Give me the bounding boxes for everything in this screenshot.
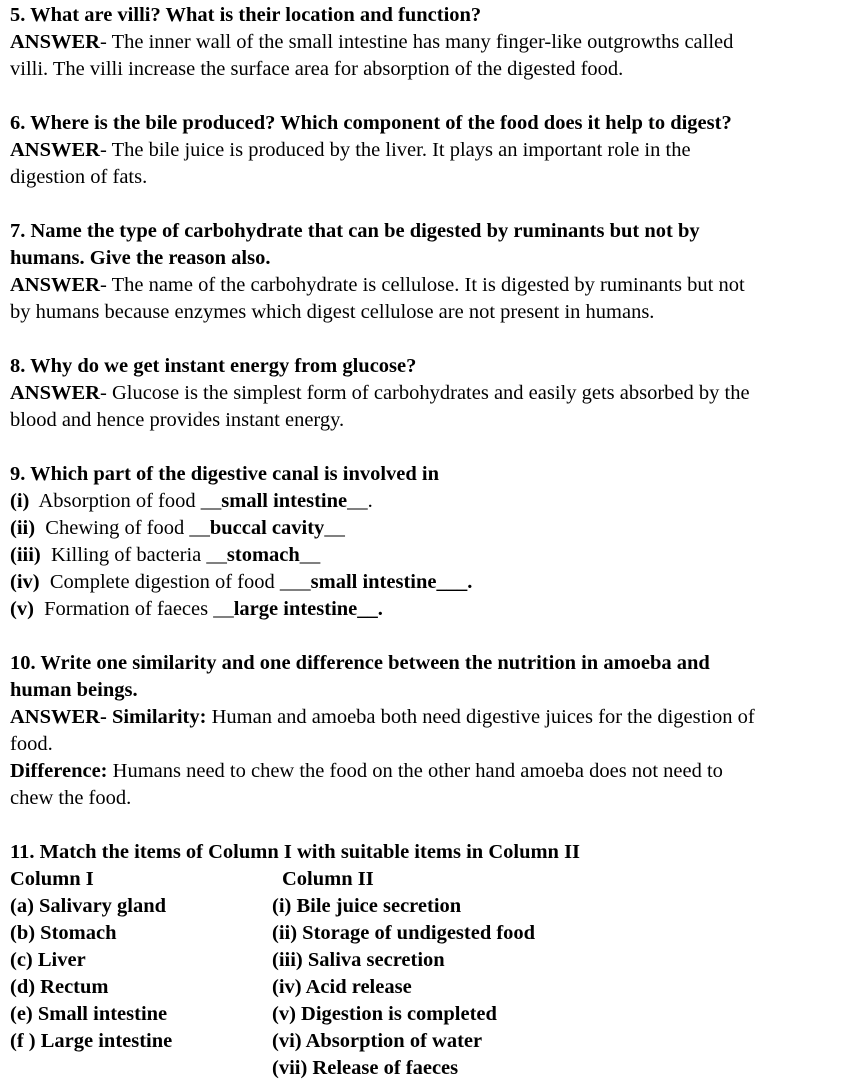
item-tail: ___. <box>436 571 473 593</box>
answer-line <box>10 380 855 407</box>
column-1-item: (f ) Large intestine <box>10 1030 173 1052</box>
answer-text: villi. The villi increase the surface area for absorption of the digested food. <box>10 58 624 80</box>
question-7 <box>10 218 855 326</box>
column-1-header: Column I <box>10 868 94 890</box>
item-answer: buccal cavity <box>209 517 325 539</box>
answer-line <box>10 29 855 56</box>
column-1-item: (c) Liver <box>10 949 86 971</box>
answer-line <box>10 704 855 731</box>
column-2-item: (iii) Saliva secretion <box>272 949 445 971</box>
answer-text: - The inner wall of the small intestine has many finger-like outgrowths called <box>100 31 734 53</box>
match-row <box>10 1001 855 1028</box>
column-1-item: (d) Rectum <box>10 976 109 998</box>
column-2-item: (iv) Acid release <box>272 976 412 998</box>
column-2-item: (ii) Storage of undigested food <box>272 922 536 944</box>
fill-blank-item <box>10 515 855 542</box>
match-row <box>10 1055 855 1082</box>
column-1-item: (e) Small intestine <box>10 1003 168 1025</box>
item-tail: __. <box>357 598 383 620</box>
item-tail: __ <box>324 517 345 539</box>
question-10 <box>10 650 855 812</box>
item-text: Chewing of food __ <box>35 517 210 539</box>
item-answer: small intestine <box>310 571 437 593</box>
similarity-text: food. <box>10 733 53 755</box>
match-row <box>10 1028 855 1055</box>
item-text: Formation of faeces __ <box>33 598 234 620</box>
column-1-item <box>10 1055 272 1082</box>
column-2-item: (vii) Release of faeces <box>272 1057 459 1079</box>
item-answer: small intestine <box>221 490 348 512</box>
answer-label: ANSWER <box>10 139 100 161</box>
answer-text: - The bile juice is produced by the liver. It plays an important role in the <box>100 139 691 161</box>
item-number: (v) <box>10 598 34 620</box>
item-tail: __ <box>299 544 321 566</box>
question-text: human beings. <box>10 679 138 701</box>
answer-text: - Glucose is the simplest form of carbohydrates and easily gets absorbed by the <box>100 382 750 404</box>
column-2-item: (vi) Absorption of water <box>272 1030 483 1052</box>
answer-line <box>10 137 855 164</box>
item-number: (ii) <box>10 517 36 539</box>
question-text: 10. Write one similarity and one difference between the nutrition in amoeba and <box>10 652 710 674</box>
match-row <box>10 974 855 1001</box>
difference-label: Difference: <box>10 760 108 782</box>
item-text: Killing of bacteria __ <box>40 544 227 566</box>
difference-line <box>10 758 855 785</box>
answer-label: ANSWER <box>10 382 100 404</box>
fill-blank-item <box>10 569 855 596</box>
similarity-label: - Similarity: <box>100 706 207 728</box>
question-9 <box>10 461 855 623</box>
match-row <box>10 947 855 974</box>
fill-blank-item <box>10 488 855 515</box>
match-table-header <box>10 866 855 893</box>
question-text: humans. Give the reason also. <box>10 247 271 269</box>
item-answer: stomach <box>226 544 300 566</box>
difference-text: chew the food. <box>10 787 132 809</box>
answer-text: blood and hence provides instant energy. <box>10 409 345 431</box>
column-2-item: (v) Digestion is completed <box>272 1003 497 1025</box>
answer-text: - The name of the carbohydrate is cellulose. It is digested by ruminants but not <box>100 274 745 296</box>
item-text: Complete digestion of food ___ <box>39 571 311 593</box>
question-text: 9. Which part of the digestive canal is involved in <box>10 463 440 485</box>
item-number: (i) <box>10 490 30 512</box>
item-number: (iii) <box>10 544 41 566</box>
column-1-item: (a) Salivary gland <box>10 895 167 917</box>
match-row <box>10 920 855 947</box>
item-number: (iv) <box>10 571 40 593</box>
question-6 <box>10 110 855 191</box>
question-text: 6. Where is the bile produced? Which component of the food does it help to digest? <box>10 112 732 134</box>
question-text: 7. Name the type of carbohydrate that can be digested by ruminants but not by <box>10 220 700 242</box>
column-2-header: Column II <box>282 868 374 890</box>
question-5 <box>10 2 855 83</box>
fill-blank-item <box>10 596 855 623</box>
similarity-text: Human and amoeba both need digestive juices for the digestion of <box>206 706 755 728</box>
question-text: 11. Match the items of Column I with suitable items in Column II <box>10 841 581 863</box>
item-tail: __. <box>347 490 373 512</box>
item-answer: large intestine <box>233 598 358 620</box>
column-2-item: (i) Bile juice secretion <box>272 895 462 917</box>
item-text: Absorption of food __ <box>29 490 222 512</box>
question-11 <box>10 839 855 1082</box>
answer-label: ANSWER <box>10 31 100 53</box>
answer-text: by humans because enzymes which digest cellulose are not present in humans. <box>10 301 655 323</box>
fill-blank-item <box>10 542 855 569</box>
question-text: 5. What are villi? What is their location and function? <box>10 4 482 26</box>
answer-label: ANSWER <box>10 274 100 296</box>
question-8 <box>10 353 855 434</box>
match-row <box>10 893 855 920</box>
answer-text: digestion of fats. <box>10 166 148 188</box>
question-text: 8. Why do we get instant energy from glucose? <box>10 355 417 377</box>
column-1-item: (b) Stomach <box>10 922 117 944</box>
answer-label: ANSWER <box>10 706 100 728</box>
answer-line <box>10 272 855 299</box>
difference-text: Humans need to chew the food on the other hand amoeba does not need to <box>107 760 723 782</box>
